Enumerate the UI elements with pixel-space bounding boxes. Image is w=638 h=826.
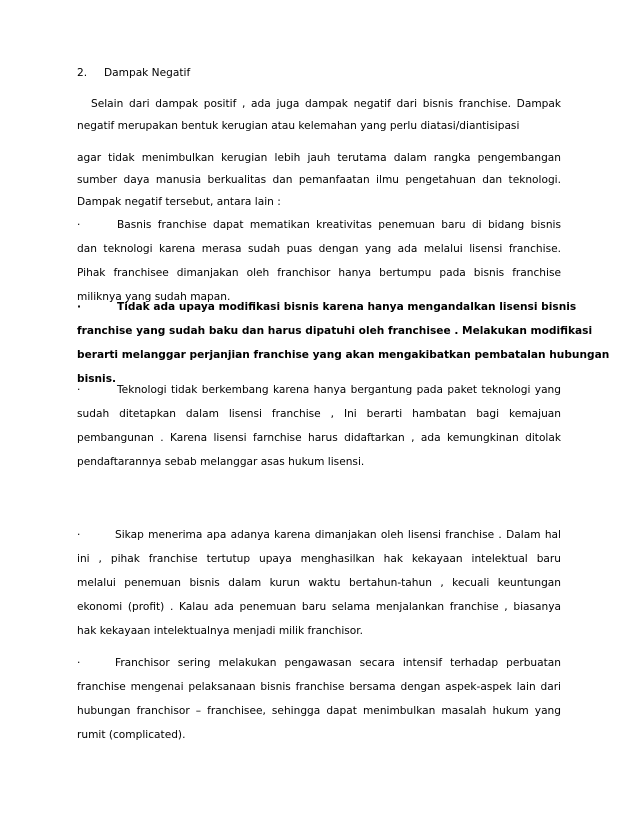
paragraph-line: Selain dari dampak positif , ada juga dampak negatif dari bisnis franchise. Dampak — [91, 98, 561, 110]
paragraph-line: pendaftarannya sebab melanggar asas hukum lisensi. — [77, 456, 365, 468]
paragraph-line: hubungan franchisor – franchisee, sehingga dapat menimbulkan masalah hukum yang — [77, 705, 561, 717]
paragraph-line: agar tidak menimbulkan kerugian lebih jauh terutama dalam rangka pengembangan — [77, 152, 561, 164]
bullet-marker: · — [77, 219, 81, 231]
bullet-text: Franchisor sering melakukan pengawasan secara intensif terhadap perbuatan — [115, 657, 561, 669]
paragraph-line: hak kekayaan intelektualnya menjadi milik franchisor. — [77, 625, 364, 637]
paragraph-line: Dampak negatif tersebut, antara lain : — [77, 196, 281, 208]
intro-continuation-paragraph — [77, 147, 561, 213]
bullet-marker: · — [77, 384, 81, 396]
section-heading — [77, 67, 190, 79]
bullet-text: Tidak ada upaya modifikasi bisnis karena hanya mengandalkan lisensi bisnis — [117, 301, 577, 313]
paragraph-line: sudah ditetapkan dalam lisensi franchise , Ini berarti hambatan bagi kemajuan — [77, 408, 561, 420]
paragraph-line: sumber daya manusia berkualitas dan pemanfaatan ilmu pengetahuan dan teknologi. — [77, 174, 561, 186]
bullet-marker: · — [77, 301, 82, 313]
bullet-point — [77, 523, 561, 643]
section-title: Dampak Negatif — [104, 67, 191, 79]
bullet-point — [77, 378, 561, 474]
paragraph-line: Pihak franchisee dimanjakan oleh franchisor hanya bertumpu pada bisnis franchise — [77, 267, 561, 279]
paragraph-line: pembangunan . Karena lisensi farnchise harus didaftarkan , ada kemungkinan ditolak — [77, 432, 561, 444]
paragraph-line: berarti melanggar perjanjian franchise yang akan mengakibatkan pembatalan hubungan — [77, 349, 610, 361]
bullet-text: Teknologi tidak berkembang karena hanya bergantung pada paket teknologi yang — [117, 384, 561, 396]
bullet-text: Basnis franchise dapat mematikan kreativitas penemuan baru di bidang bisnis — [117, 219, 561, 231]
intro-paragraph — [77, 93, 561, 137]
paragraph-line: franchise mengenai pelaksanaan bisnis franchise bersama dengan aspek-aspek lain dari — [77, 681, 561, 693]
bullet-marker: · — [77, 529, 81, 541]
bullet-point — [77, 651, 561, 747]
paragraph-line: rumit (complicated). — [77, 729, 186, 741]
paragraph-line: ini , pihak franchise tertutup upaya menghasilkan hak kekayaan intelektual baru — [77, 553, 561, 565]
bullet-marker: · — [77, 657, 81, 669]
bullet-point — [77, 295, 610, 391]
paragraph-line: negatif merupakan bentuk kerugian atau kelemahan yang perlu diatasi/diantisipasi — [77, 120, 520, 132]
paragraph-line: melalui penemuan bisnis dalam kurun waktu bertahun-tahun , kecuali keuntungan — [77, 577, 561, 589]
paragraph-line: ekonomi (profit) . Kalau ada penemuan baru selama menjalankan franchise , biasanya — [77, 601, 561, 613]
bullet-text: Sikap menerima apa adanya karena dimanjakan oleh lisensi franchise . Dalam hal — [115, 529, 561, 541]
paragraph-line: miliknya yang sudah mapan. — [77, 291, 231, 303]
section-number: 2. — [77, 67, 88, 79]
paragraph-line: franchise yang sudah baku dan harus dipatuhi oleh franchisee . Melakukan modifikasi — [77, 325, 593, 337]
paragraph-line: bisnis. — [77, 373, 117, 385]
paragraph-line: dan teknologi karena merasa sudah puas dengan yang ada melalui lisensi franchise. — [77, 243, 561, 255]
